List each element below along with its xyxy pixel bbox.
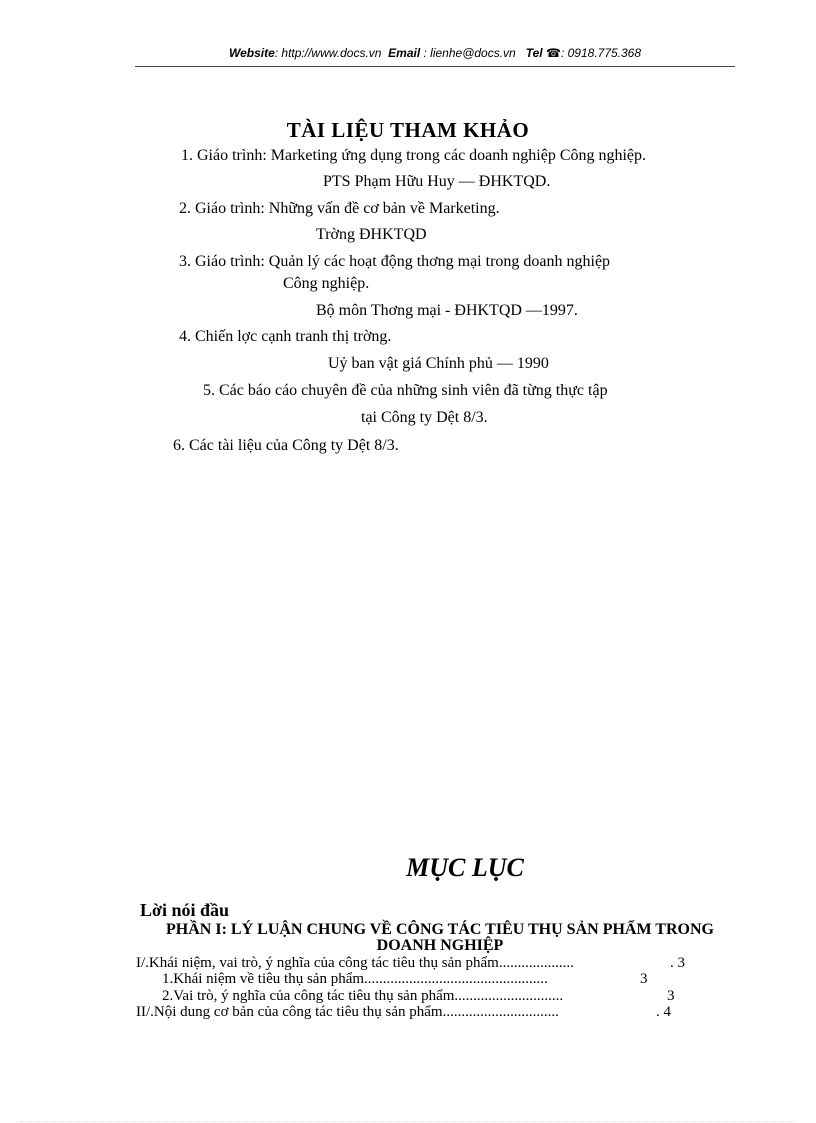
reference-line: 5. Các báo cáo chuyên đề của những sinh viên đã từng thực tập (203, 382, 608, 399)
tel-value: : 0918.775.368 (560, 46, 642, 60)
references-title: TÀI LIỆU THAM KHẢO (286, 118, 530, 142)
reference-line: Công nghiệp. (283, 275, 370, 292)
reference-line: Uỷ ban vật giá Chính phủ — 1990 (328, 355, 549, 372)
toc-page-number: . 4 (656, 1004, 671, 1020)
toc-intro: Lời nói đầu (140, 900, 230, 920)
toc-title: MỤC LỤC (406, 853, 524, 882)
reference-line: Trờng ĐHKTQD (316, 226, 427, 243)
toc-entry: II/.Nội dung cơ bản của công tác tiêu thụ sản phẩm............................... (136, 1004, 559, 1020)
toc-page-number: 3 (667, 988, 675, 1004)
tel-label: Tel (525, 46, 543, 60)
page-header (135, 46, 735, 60)
toc-page-number: . 3 (670, 955, 685, 971)
reference-line: tại Công ty Dệt 8/3. (361, 409, 488, 426)
header-divider (135, 66, 735, 67)
toc-entry: I/.Khái niệm, vai trò, ý nghĩa của công tác tiêu thụ sản phẩm.................... (136, 955, 574, 971)
website-label: Website (228, 46, 275, 60)
reference-line: PTS Phạm Hữu Huy — ĐHKTQD. (323, 173, 551, 190)
reference-line: 2. Giáo trình: Những vấn đề cơ bản về Marketing. (179, 200, 500, 217)
reference-line: 3. Giáo trình: Quản lý các hoạt động thơng mại trong doanh nghiệp (179, 253, 611, 270)
toc-entry: 1.Khái niệm về tiêu thụ sản phẩm................................................. (162, 971, 548, 987)
email-value: : lienhe@docs.vn (423, 46, 516, 60)
email-label: Email (388, 46, 421, 60)
toc-part-heading: PHẦN I: LÝ LUẬN CHUNG VỀ CÔNG TÁC TIÊU THỤ SẢN PHẨM TRONG DOANH NGHIỆP (166, 921, 714, 954)
toc-page-number: 3 (640, 971, 648, 987)
footer-divider (20, 1121, 796, 1122)
website-value: : http://www.docs.vn (274, 46, 382, 60)
toc-entry: 2.Vai trò, ý nghĩa của công tác tiêu thụ sản phẩm............................. (162, 988, 564, 1004)
reference-line: 4. Chiến lợc cạnh tranh thị trờng. (179, 328, 392, 345)
reference-line: 1. Giáo trình: Marketing ứng dụng trong các doanh nghiệp Công nghiệp. (181, 147, 647, 164)
reference-line: Bộ môn Thơng mại - ĐHKTQD —1997. (316, 302, 578, 319)
phone-icon: ☎ (546, 46, 561, 60)
reference-line: 6. Các tài liệu của Công ty Dệt 8/3. (173, 437, 399, 454)
